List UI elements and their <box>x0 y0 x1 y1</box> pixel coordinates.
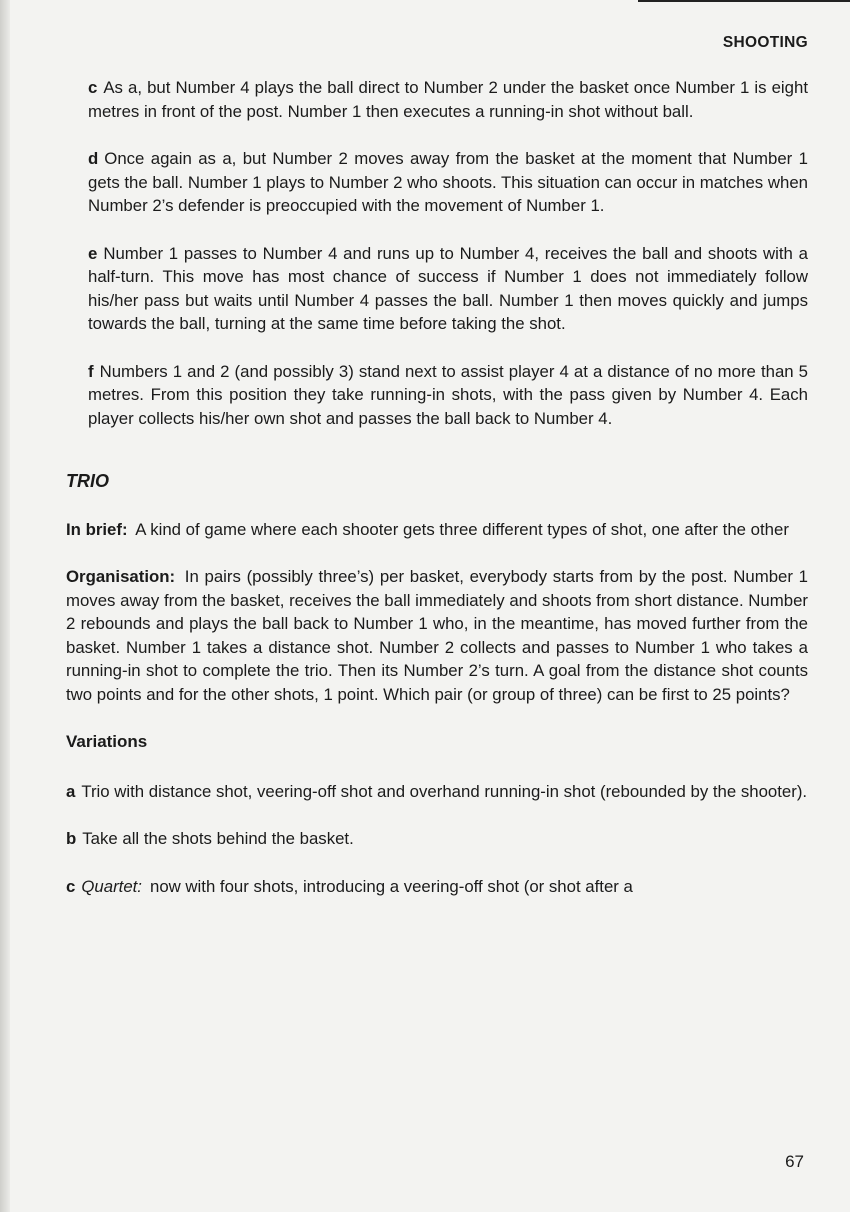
organisation-paragraph <box>66 565 808 706</box>
drill-letter: e <box>88 243 98 263</box>
drill-item-d <box>88 147 808 218</box>
drill-letter: d <box>88 149 99 168</box>
section-title: TRIO <box>66 471 109 491</box>
variation-item-a <box>66 780 808 804</box>
variation-text: Take all the shots behind the basket. <box>82 829 354 848</box>
drill-letter: c <box>88 78 98 97</box>
drill-text: Numbers 1 and 2 (and possibly 3) stand next to assist player 4 at a distance of no more than 5 metres. From this position they take running-in shots, with the pass given by Number 4. Each player collects his/her own shot and passes the ball back to Number 4. <box>88 361 808 428</box>
drill-letter: f <box>88 361 94 381</box>
variation-item-b <box>66 827 808 851</box>
brief-text: A kind of game where each shooter gets three different types of shot, one after the other <box>135 519 789 539</box>
drill-item-e <box>88 242 808 336</box>
running-header: SHOOTING <box>722 34 808 51</box>
variation-item-c <box>66 875 808 899</box>
page-number: 67 <box>785 1152 804 1171</box>
brief-paragraph <box>66 518 808 542</box>
drill-item-f <box>88 360 808 431</box>
variation-italic-label: Quartet: <box>81 876 142 896</box>
organisation-label: Organisation: <box>66 567 176 586</box>
page-binding-edge <box>0 0 10 1212</box>
drill-text: Once again as a, but Number 2 moves away from the basket at the moment that Number 1 gets the ball. Number 1 plays to Number 2 who shoots. This situation can occur in matches when Number 2’s defender is preoccupied with the movement of Number 1. <box>88 149 808 215</box>
variations-heading: Variations <box>66 732 148 751</box>
brief-label: In brief: <box>66 519 128 539</box>
variation-letter: c <box>66 876 76 896</box>
organisation-text: In pairs (possibly three’s) per basket, everybody starts from by the post. Number 1 moves away from the basket, receives the ball immediately and shoots from short distance. Number 2 rebounds and plays the ball back to Number 1 who, in the meantime, has moved further from the basket. Number 1 takes a distance shot. Number 2 collects and passes to Number 1 who takes a running-in shot to complete the trio. Then its Number 2’s turn. A goal from the distance shot counts two points and for the other shots, 1 point. Which pair (or group of three) can be first to 25 points? <box>66 567 808 704</box>
top-rule <box>638 0 850 2</box>
variation-text: Trio with distance shot, veering-off shot and overhand running-in shot (rebounded by the shooter). <box>81 781 808 801</box>
variation-text: now with four shots, introducing a veering-off shot (or shot after a <box>149 876 633 896</box>
variation-letter: b <box>66 829 77 848</box>
drill-text: Number 1 passes to Number 4 and runs up to Number 4, receives the ball and shoots with a half-turn. This move has most chance of success if Number 1 does not immediately follow his/her pass but waits until Number 4 passes the ball. Number 1 then moves quickly and jumps towards the ball, turning at the same time before taking the shot. <box>88 243 808 333</box>
page-body <box>66 76 808 922</box>
drill-list <box>66 76 808 430</box>
drill-item-c <box>88 76 808 123</box>
variation-letter: a <box>66 781 76 801</box>
drill-text: As a, but Number 4 plays the ball direct to Number 2 under the basket once Number 1 is eight metres in front of the post. Number 1 then executes a running-in shot without ball. <box>88 78 808 121</box>
